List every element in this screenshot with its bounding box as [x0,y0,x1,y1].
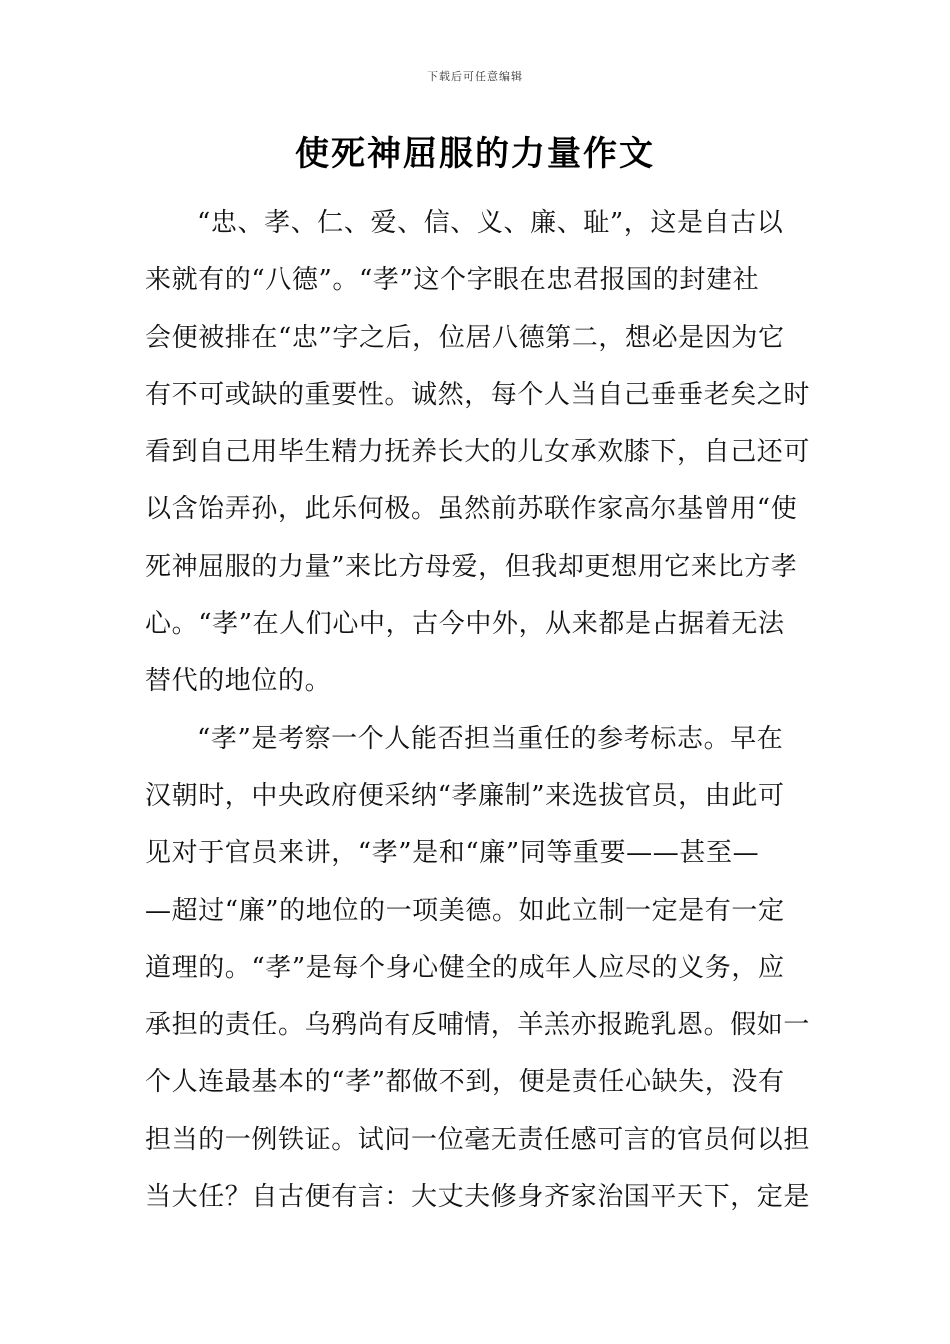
paragraph-line: 替代的地位的。 [145,666,332,697]
document-title: 使死神屈服的力量作文 [295,134,655,174]
paragraph-line: 个人连最基本的“孝”都做不到，便是责任心缺失，没有 [145,1067,785,1098]
document-body [145,195,811,1226]
paragraph-line: 死神屈服的力量”来比方母爱，但我却更想用它来比方孝 [145,551,798,582]
paragraph-1 [145,195,811,711]
header-note: 下载后可任意编辑 [427,70,523,83]
paragraph-line: 来就有的“八德”。“孝”这个字眼在忠君报国的封建社 [145,265,760,296]
paragraph-line: 心。“孝”在人们心中，古今中外，从来都是占据着无法 [145,609,785,640]
paragraph-line: “忠、孝、仁、爱、信、义、廉、耻”，这是自古以 [197,208,784,238]
paragraph-line: 会便被排在“忠”字之后，位居八德第二，想必是因为它 [145,322,785,353]
paragraph-line: 看到自己用毕生精力抚养长大的儿女承欢膝下，自己还可 [145,437,811,468]
paragraph-line: 道理的。“孝”是每个身心健全的成年人应尽的义务，应 [145,952,785,983]
paragraph-line: 担当的一例铁证。试问一位毫无责任感可言的官员何以担 [145,1124,811,1155]
paragraph-line: —超过“廉”的地位的一项美德。如此立制一定是有一定 [145,895,785,926]
paragraph-line: 当大任？自古便有言：大丈夫修身齐家治国平天下，定是 [145,1182,811,1213]
paragraph-line: 有不可或缺的重要性。诚然，每个人当自己垂垂老矣之时 [145,379,811,410]
paragraph-2 [145,711,811,1227]
paragraph-line: “孝”是考察一个人能否担当重任的参考标志。早在 [197,723,784,754]
paragraph-line: 承担的责任。乌鸦尚有反哺情，羊羔亦报跪乳恩。假如一 [145,1010,811,1041]
paragraph-line: 见对于官员来讲，“孝”是和“廉”同等重要——甚至— [145,838,760,869]
paragraph-line: 以含饴弄孙，此乐何极。虽然前苏联作家高尔基曾用“使 [145,494,798,525]
paragraph-line: 汉朝时，中央政府便采纳“孝廉制”来选拔官员，由此可 [145,780,785,811]
